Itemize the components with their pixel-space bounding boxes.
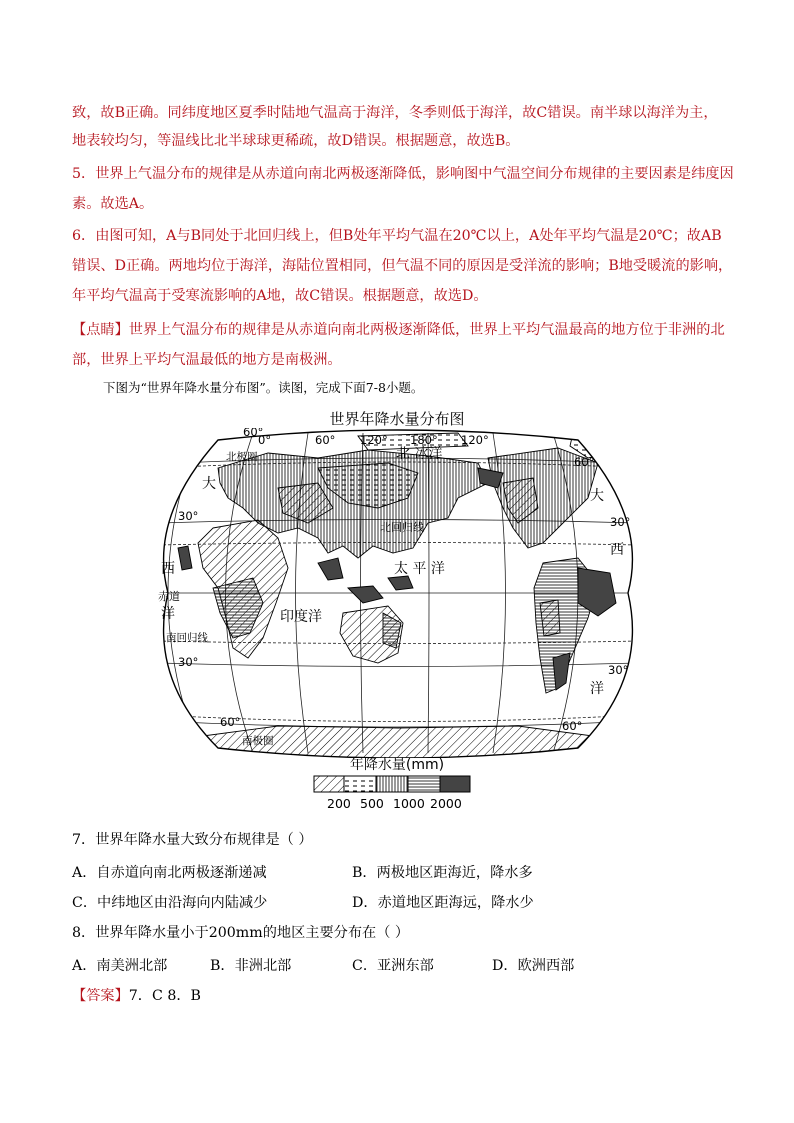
label-lon-60e: 60° bbox=[315, 433, 336, 447]
label-lat-60s-left: 60° bbox=[220, 715, 241, 729]
explanation-line-2: 地表较均匀，等温线比北半球球更稀疏，故D错误。根据题意，故选B。 bbox=[72, 133, 520, 149]
label-atlantic-right-3: 洋 bbox=[590, 681, 604, 697]
label-atlantic-left-1: 大 bbox=[202, 476, 216, 492]
question-7-option-d: D．赤道地区距海远，降水少 bbox=[352, 895, 534, 911]
label-equator: 赤道 bbox=[158, 590, 180, 603]
explanation-line-7: 年平均气温高于受寒流影响的A地，故C错误。根据题意，故选D。 bbox=[72, 288, 488, 304]
label-lon-120w: 120° bbox=[461, 433, 489, 447]
question-7-stem: 7．世界年降水量大致分布规律是（ ） bbox=[72, 832, 313, 848]
question-7-option-c: C．中纬地区由沿海向内陆减少 bbox=[72, 895, 268, 911]
label-lat-60n-right: 60° bbox=[574, 455, 595, 469]
question-8-option-b: B．非洲北部 bbox=[210, 958, 292, 974]
label-lat-60s-right: 60° bbox=[562, 719, 583, 733]
answer-text: 7．C 8．B bbox=[128, 988, 201, 1004]
explanation-line-3: 5．世界上气温分布的规律是从赤道向南北两极逐渐降低，影响图中气温空间分布规律的主要因素是纬度因 bbox=[72, 166, 734, 182]
label-atlantic-right-2: 西 bbox=[610, 542, 624, 558]
legend-value-1000: 1000 bbox=[393, 796, 425, 811]
label-indian-ocean: 印度洋 bbox=[280, 609, 322, 625]
legend-title: 年降水量(mm) bbox=[349, 757, 445, 773]
label-lat-30s-left: 30° bbox=[178, 655, 199, 669]
label-lon-0: 0° bbox=[258, 433, 272, 447]
explanation-line-4: 素。故选A。 bbox=[72, 196, 154, 212]
question-8-option-d: D．欧洲西部 bbox=[492, 958, 575, 974]
label-lat-30s-right: 30° bbox=[608, 663, 629, 677]
label-tropic-capricorn: 南回归线 bbox=[166, 632, 208, 644]
legend-swatch-500-1000 bbox=[376, 776, 408, 792]
tip-line-2: 部，世界上平均气温最低的地方是南极洲。 bbox=[72, 352, 342, 368]
label-arctic-circle: 北极圈 bbox=[226, 451, 258, 463]
answer-line bbox=[72, 986, 201, 1006]
world-precipitation-map bbox=[158, 428, 638, 758]
label-arctic-ocean: 北 冰洋 bbox=[396, 446, 443, 462]
label-atlantic-left-2: 西 bbox=[161, 561, 175, 577]
explanation-line-6: 错误、D正确。两地均位于海洋，海陆位置相同，但气温不同的原因是受洋流的影响；B地受暖流的影响， bbox=[72, 258, 733, 274]
label-atlantic-right-1: 大 bbox=[590, 488, 604, 504]
question-7-option-a: A．自赤道向南北两极逐渐递减 bbox=[72, 865, 267, 881]
legend-swatch-over-2000 bbox=[440, 776, 470, 792]
explanation-line-1: 致，故B正确。同纬度地区夏季时陆地气温高于海洋，冬季则低于海洋，故C错误。南半球以海洋为主， bbox=[72, 105, 718, 121]
label-atlantic-left-3: 洋 bbox=[161, 606, 175, 622]
tip-line-1 bbox=[72, 320, 725, 340]
question-8-option-c: C．亚洲东部 bbox=[352, 958, 434, 974]
legend-swatch-1000-2000 bbox=[408, 776, 440, 792]
label-pacific: 太 平 洋 bbox=[394, 561, 445, 577]
legend-swatches bbox=[313, 774, 473, 794]
question-8-option-a: A．南美洲北部 bbox=[72, 958, 168, 974]
label-tropic-cancer: 北回归线 bbox=[380, 521, 424, 534]
tip-tag: 【点睛】 bbox=[72, 322, 129, 338]
tip-text-1: 世界上气温分布的规律是从赤道向南北两极逐渐降低，世界上平均气温最高的地方位于非洲的北 bbox=[128, 322, 725, 338]
figure-caption: 下图为“世界年降水量分布图”。读图，完成下面7-8小题。 bbox=[103, 380, 424, 395]
legend-swatch-200-500 bbox=[344, 776, 376, 792]
legend-swatch-under-200 bbox=[314, 776, 344, 792]
label-lon-60w: 60° bbox=[243, 428, 264, 439]
legend-value-200: 200 bbox=[327, 796, 351, 811]
legend-value-500: 500 bbox=[360, 796, 384, 811]
question-7-option-b: B．两极地区距海近，降水多 bbox=[352, 865, 533, 881]
label-lat-30n-left: 30° bbox=[178, 509, 199, 523]
question-8-stem: 8．世界年降水量小于200mm的地区主要分布在（ ） bbox=[72, 925, 410, 941]
label-lon-180: 180° bbox=[410, 433, 438, 447]
answer-tag: 【答案】 bbox=[72, 988, 129, 1004]
map-title: 世界年降水量分布图 bbox=[329, 410, 465, 428]
legend-value-2000: 2000 bbox=[430, 796, 462, 811]
explanation-line-5: 6．由图可知，A与B同处于北回归线上，但B处年平均气温在20℃以上，A处年平均气温是20℃；故AB bbox=[72, 228, 722, 244]
label-lon-120: 120° bbox=[360, 433, 388, 447]
label-antarctic-circle: 南极圈 bbox=[242, 735, 274, 747]
label-lat-30n-right: 30° bbox=[610, 515, 631, 529]
